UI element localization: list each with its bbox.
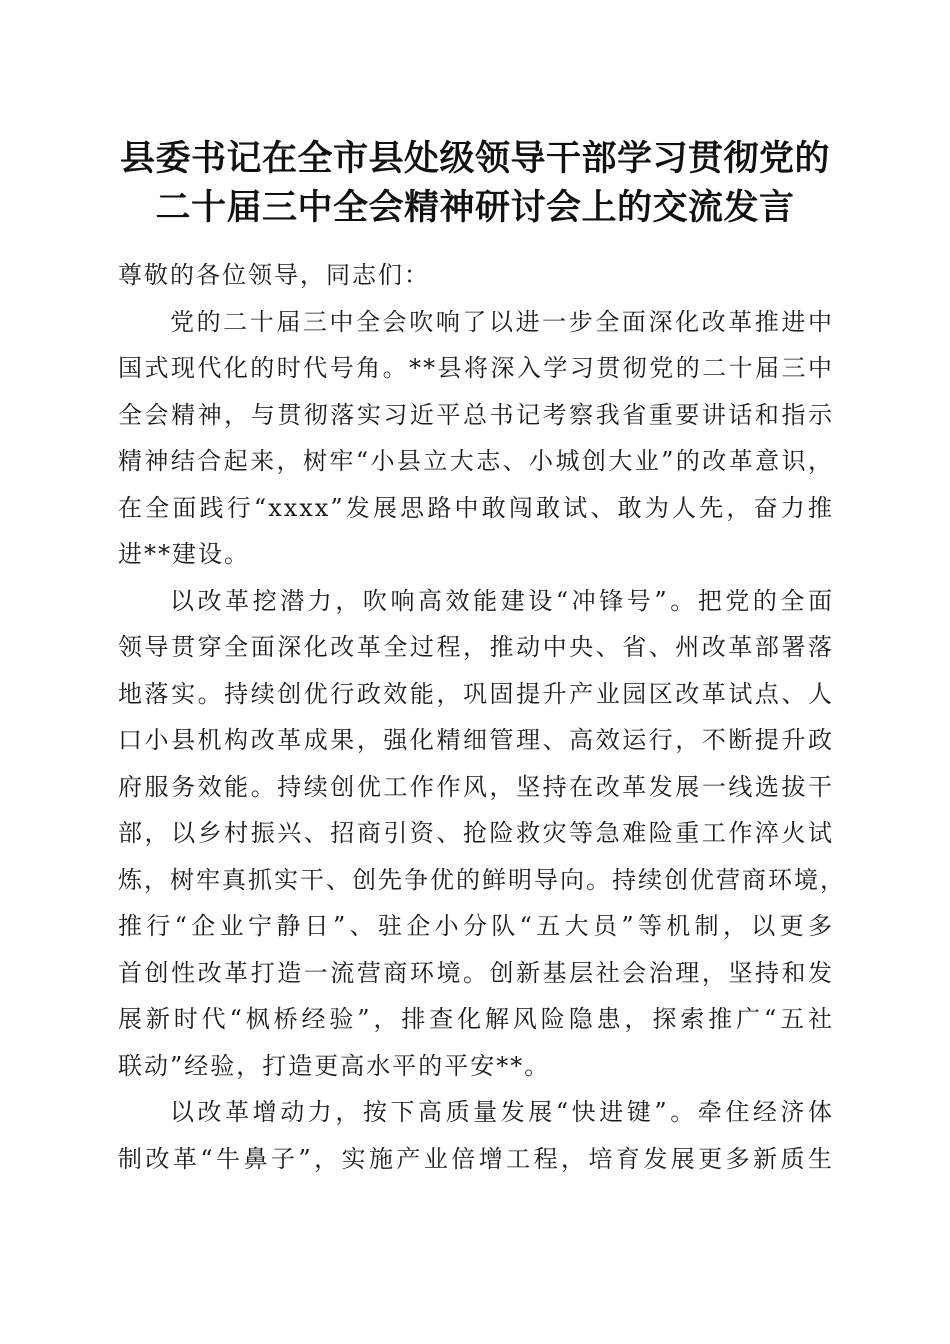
paragraph-line: 地落实。持续创优行政效能，巩固提升产业园区改革试点、人 bbox=[118, 679, 834, 708]
paragraph-line: 以改革增动力，按下高质量发展“快进键”。牵住经济体 bbox=[170, 1098, 834, 1126]
paragraph-line: 口小县机构改革成果，强化精细管理、高效运行，不断提升政 bbox=[118, 726, 834, 754]
paragraph-line: 展新时代“枫桥经验”，排查化解风险隐患，探索推广“五社 bbox=[118, 1005, 834, 1033]
paragraph-3 bbox=[118, 1089, 834, 1182]
paragraph-line: 全会精神，与贯彻落实习近平总书记考察我省重要讲话和指示 bbox=[118, 400, 834, 429]
paragraph-line: 府服务效能。持续创优工作作风，坚持在改革发展一线选拔干 bbox=[118, 772, 834, 801]
paragraph-line: 精神结合起来，树牢“小县立大志、小城创大业”的改革意识， bbox=[118, 447, 834, 475]
paragraph-line: 领导贯穿全面深化改革全过程，推动中央、省、州改革部署落 bbox=[118, 633, 834, 661]
paragraph-line: 联动”经验，打造更高水平的平安**。 bbox=[118, 1051, 551, 1080]
title-line-1: 县委书记在全市县处级领导干部学习贯彻党的 bbox=[119, 138, 830, 179]
salutation: 尊敬的各位领导，同志们： bbox=[118, 261, 430, 289]
paragraph-1 bbox=[118, 299, 834, 578]
title-line-2: 二十届三中全会精神研讨会上的交流发言 bbox=[155, 187, 795, 228]
paragraph-line: 在全面践行“xxxx”发展思路中敢闯敢试、敢为人先，奋力推 bbox=[118, 493, 834, 522]
paragraph-line: 部，以乡村振兴、招商引资、抢险救灾等急难险重工作淬火试 bbox=[118, 819, 834, 847]
paragraph-line: 炼，树牢真抓实干、创先争优的鲜明导向。持续创优营商环境， bbox=[118, 865, 846, 894]
document-title bbox=[100, 134, 850, 232]
paragraph-line: 推行“企业宁静日”、驻企小分队“五大员”等机制，以更多 bbox=[118, 912, 834, 940]
paragraph-line: 制改革“牛鼻子”，实施产业倍增工程，培育发展更多新质生 bbox=[118, 1144, 834, 1173]
document-body bbox=[118, 252, 846, 1182]
paragraph-2 bbox=[118, 578, 846, 1090]
paragraph-line: 党的二十届三中全会吹响了以进一步全面深化改革推进中 bbox=[170, 307, 834, 336]
paragraph-line: 首创性改革打造一流营商环境。创新基层社会治理，坚持和发 bbox=[118, 958, 834, 987]
paragraph-line: 国式现代化的时代号角。**县将深入学习贯彻党的二十届三中 bbox=[118, 354, 834, 382]
paragraph-line: 进**建设。 bbox=[118, 540, 250, 568]
paragraph-line: 以改革挖潜力，吹响高效能建设“冲锋号”。把党的全面 bbox=[170, 586, 834, 615]
